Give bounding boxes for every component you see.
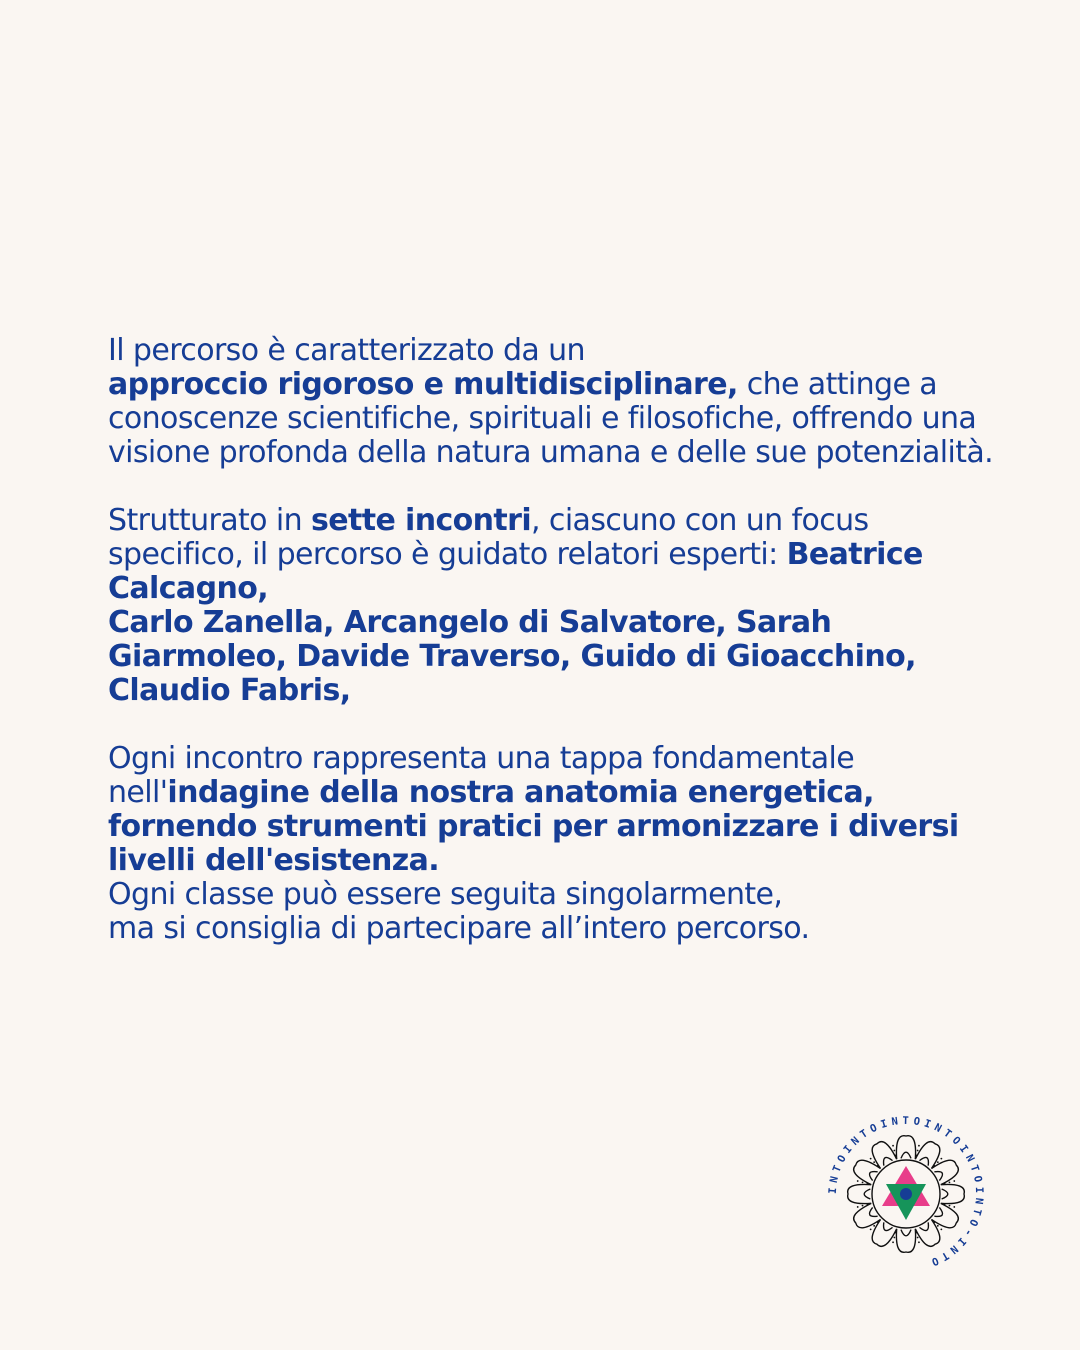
paragraph-structure — [108, 504, 1008, 708]
petal — [848, 1184, 872, 1203]
petal — [896, 1229, 915, 1253]
intro-rest: che attinge a conoscenze scientifiche, spirituali e filosofiche, offrendo una visione profonda della natura umana e delle sue potenzialità. — [108, 367, 994, 470]
petal-dot — [937, 1161, 939, 1163]
inner-petal — [901, 1230, 911, 1236]
structure-emphasis: sette incontri — [310, 503, 532, 538]
intro-line: Il percorso è caratterizzato da un — [108, 333, 585, 368]
petal-dot — [873, 1161, 875, 1163]
petal-dot — [893, 1150, 895, 1152]
logo-ring-text: INTOINTOINTOINTOINTOINTO-INTO — [826, 1114, 986, 1270]
speakers-list: Carlo Zanella, Arcangelo di Salvatore, Sarah Giarmoleo, Davide Traverso, Guido di Gioacchino, Claudio Fabris, — [108, 605, 916, 708]
into-logo — [826, 1114, 986, 1274]
petal-dot — [953, 1180, 955, 1182]
petal-dot — [870, 1228, 872, 1230]
paragraph-intro — [108, 334, 1008, 470]
structure-middle: , ciascuno con un focus specifico, il percorso è guidato relatori esperti: — [108, 503, 869, 572]
petal — [941, 1184, 965, 1203]
petal-dot — [949, 1181, 951, 1183]
petal — [896, 1136, 915, 1160]
meetings-emphasis: indagine della nostra anatomia energetica, fornendo strumenti pratici per armonizzare i diversi livelli dell'esistenza. — [108, 775, 959, 878]
meetings-lead: Ogni incontro rappresenta una tappa fondamentale nell' — [108, 741, 855, 810]
petal-dot — [892, 1241, 894, 1243]
petal-dot — [862, 1181, 864, 1183]
petal-dot — [917, 1237, 919, 1239]
structure-lead: Strutturato in — [108, 503, 311, 538]
petal-dot — [862, 1205, 864, 1207]
petal-dot — [870, 1158, 872, 1160]
petal-dot — [940, 1158, 942, 1160]
speakers-first: Beatrice Calcagno, — [108, 537, 923, 606]
meetings-note-1: Ogni classe può essere seguita singolarmente, — [108, 877, 783, 912]
petal-dot — [873, 1225, 875, 1227]
petal-dot — [857, 1180, 859, 1182]
petal-dot — [893, 1237, 895, 1239]
paragraph-meetings — [108, 742, 1008, 946]
petal-dot — [892, 1145, 894, 1147]
petal-dot — [949, 1205, 951, 1207]
inner-petal — [942, 1189, 948, 1199]
inner-petal — [901, 1152, 911, 1158]
petal-dot — [917, 1150, 919, 1152]
petal-dot — [857, 1206, 859, 1208]
petal-dot — [953, 1206, 955, 1208]
petal-dot — [940, 1228, 942, 1230]
petal-dot — [918, 1145, 920, 1147]
petal-dot — [937, 1225, 939, 1227]
petal-dot — [944, 1183, 946, 1185]
center-dot — [900, 1188, 912, 1200]
intro-emphasis: approccio rigoroso e multidisciplinare, — [108, 367, 738, 402]
petal-dot — [918, 1241, 920, 1243]
inner-petal — [864, 1189, 870, 1199]
main-text — [108, 334, 1008, 946]
meetings-note-2: ma si consiglia di partecipare all’intero percorso. — [108, 911, 810, 946]
